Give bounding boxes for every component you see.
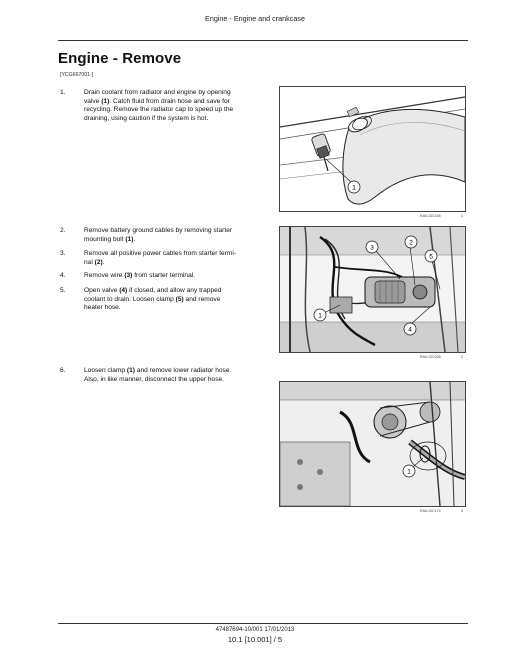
figure-3-lower-radiator-hose bbox=[279, 381, 466, 507]
figure-code: RAIL13C028 bbox=[420, 355, 441, 359]
step-text bbox=[84, 367, 269, 384]
step-line: coolant to drain. Loosen clamp (5) and remove bbox=[84, 295, 221, 303]
figure-number: 2 bbox=[461, 355, 463, 359]
footer-rule bbox=[58, 623, 468, 624]
figure-2-illustration bbox=[280, 227, 465, 352]
page-header: Engine - Engine and crankcase bbox=[205, 14, 305, 23]
page-title: Engine - Remove bbox=[58, 50, 182, 67]
procedure-code: [YCG667001-] bbox=[60, 72, 94, 78]
step-text bbox=[84, 250, 269, 267]
step-text bbox=[84, 272, 269, 281]
footer-document-id: 47487694-10/001 17/01/2013 bbox=[215, 627, 295, 633]
step-number: 6. bbox=[60, 367, 66, 374]
figure-number: 1 bbox=[461, 214, 463, 218]
step-line: mounting bolt (1). bbox=[84, 235, 136, 243]
figure-code: RAIL13C165 bbox=[420, 214, 441, 218]
step-text bbox=[84, 287, 269, 313]
step-number: 4. bbox=[60, 272, 66, 279]
figure-2-starter bbox=[279, 226, 466, 353]
step-text bbox=[84, 89, 269, 123]
callout-3: 3 bbox=[370, 244, 374, 252]
step-line: Also, in like manner, disconnect the upper hose. bbox=[84, 375, 225, 383]
step-line: Remove wire (3) from starter terminal. bbox=[84, 272, 196, 279]
step-number: 1. bbox=[60, 89, 66, 96]
step-line: Loosen clamp (1) and remove lower radiator hose. bbox=[84, 367, 232, 374]
figure-number: 3 bbox=[461, 509, 463, 513]
figure-3-illustration bbox=[280, 382, 465, 506]
footer-page-number: 10.1 [10.001] / 5 bbox=[227, 635, 283, 644]
step-line: draining, using caution if the system is hot. bbox=[84, 114, 209, 122]
step-line: Remove all positive power cables from starter termi- bbox=[84, 250, 237, 257]
callout-4: 4 bbox=[408, 326, 412, 334]
step-number: 5. bbox=[60, 287, 66, 294]
step-number: 2. bbox=[60, 227, 66, 234]
figure-code: RAIL13C174 bbox=[420, 509, 441, 513]
callout-2: 2 bbox=[409, 239, 413, 247]
step-number: 3. bbox=[60, 250, 66, 257]
step-line: Drain coolant from radiator and engine by opening bbox=[84, 89, 231, 96]
step-line: Open valve (4) if closed, and allow any trapped bbox=[84, 287, 222, 294]
step-line: recycling. Remove the radiator cap to speed up the bbox=[84, 106, 234, 114]
callout-1: 1 bbox=[407, 468, 411, 476]
figure-1-illustration bbox=[280, 87, 465, 211]
callout-1: 1 bbox=[352, 184, 356, 192]
step-line: Remove battery ground cables by removing starter bbox=[84, 227, 233, 234]
step-line: nal (2). bbox=[84, 258, 105, 266]
figure-1-radiator-drain bbox=[279, 86, 466, 212]
header-rule bbox=[58, 40, 468, 41]
step-text bbox=[84, 227, 269, 244]
callout-5: 5 bbox=[429, 253, 433, 261]
callout-1: 1 bbox=[318, 312, 322, 320]
step-line: heater hose. bbox=[84, 304, 121, 312]
step-line: valve (1). Catch fluid from drain hose and save for bbox=[84, 97, 230, 105]
